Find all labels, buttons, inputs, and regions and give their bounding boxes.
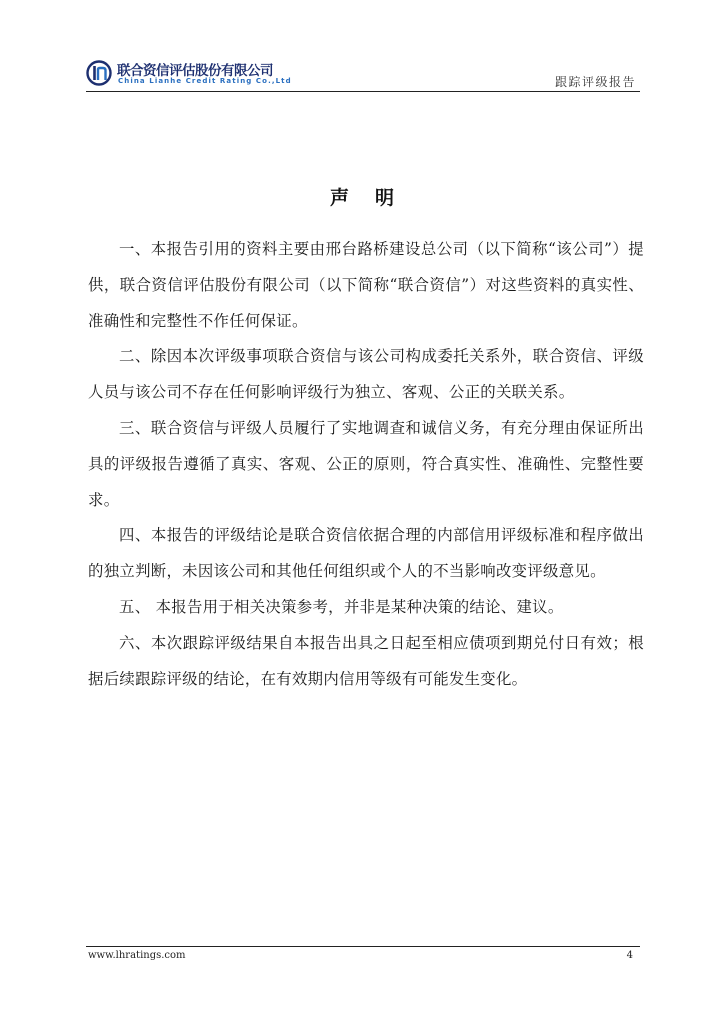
company-logo xyxy=(86,60,112,86)
footer-divider xyxy=(86,946,640,947)
statement-body xyxy=(88,232,644,697)
page-title: 声明 xyxy=(329,187,420,209)
statement-paragraph-6: 六、本次跟踪评级结果自本报告出具之日起至相应债项到期兑付日有效；根据后续跟踪评级的结论，在有效期内信用等级有可能发生变化。 xyxy=(88,633,644,688)
statement-paragraph-3: 三、联合资信与评级人员履行了实地调查和诚信义务，有充分理由保证所出具的评级报告遵循了真实、客观、公正的原则，符合真实性、准确性、完整性要求。 xyxy=(88,418,644,509)
statement-paragraph-5: 五、 本报告用于相关决策参考，并非是某种决策的结论、建议。 xyxy=(119,597,564,616)
statement-paragraph-2: 二、除因本次评级事项联合资信与该公司构成委托关系外，联合资信、评级人员与该公司不存在任何影响评级行为独立、客观、公正的关联关系。 xyxy=(88,347,644,402)
company-name-cn: 联合资信评估股份有限公司 xyxy=(117,63,273,79)
statement-paragraph-4: 四、本报告的评级结论是联合资信依据合理的内部信用评级标准和程序做出的独立判断，未因该公司和其他任何组织或个人的不当影响改变评级意见。 xyxy=(88,526,644,581)
page-header xyxy=(86,56,640,90)
report-type-label: 跟踪评级报告 xyxy=(554,75,636,89)
footer-website: www.lhratings.com xyxy=(88,950,186,961)
company-name-en: China Lianhe Credit Rating Co.,Ltd xyxy=(118,77,292,85)
statement-paragraph-1: 一、本报告引用的资料主要由邢台路桥建设总公司（以下简称“该公司”）提供，联合资信评估股份有限公司（以下简称“联合资信”）对这些资料的真实性、准确性和完整性不作任何保证。 xyxy=(88,240,644,330)
page-number: 4 xyxy=(626,950,633,961)
header-divider xyxy=(86,91,640,92)
